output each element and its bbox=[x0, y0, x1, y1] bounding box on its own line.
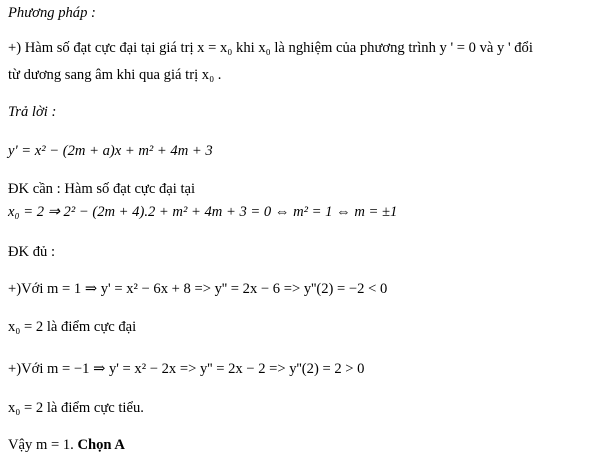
case-m-equals-1: +)Với m = 1 ⇒ y' = x² − 6x + 8 => y'' = 2x − 6 => y''(2) = −2 < 0 bbox=[8, 281, 388, 297]
necessary-condition-label: ĐK cần : Hàm số đạt cực đại tại bbox=[8, 181, 196, 197]
method-text-line-2: từ dương sang âm khi qua giá trị x₀ . bbox=[8, 67, 222, 83]
method-text-line-1: +) Hàm số đạt cực đại tại giá trị x = x₀ khi x₀ là nghiệm của phương trình y ' = 0 và y ' đổi bbox=[8, 40, 533, 56]
necessary-condition-equation: x₀ = 2 ⇒ 2² − (2m + 4).2 + m² + 4m + 3 = 0 ⇔ m² = 1 ⇔ m = ±1 bbox=[8, 204, 398, 220]
conclusion-text: Vậy m = 1. bbox=[8, 437, 78, 453]
sufficient-condition-label: ĐK đủ : bbox=[8, 244, 56, 260]
case-m-equals-minus-1-result: x₀ = 2 là điểm cực tiểu. bbox=[8, 400, 144, 416]
conclusion-choice: Chọn A bbox=[77, 437, 125, 453]
heading-answer: Trả lời : bbox=[8, 104, 57, 120]
case-m-equals-minus-1: +)Với m = −1 ⇒ y' = x² − 2x => y'' = 2x − 2 => y''(2) = 2 > 0 bbox=[8, 361, 365, 377]
case-m-equals-1-result: x₀ = 2 là điểm cực đại bbox=[8, 319, 137, 335]
conclusion bbox=[8, 436, 125, 454]
heading-method: Phương pháp : bbox=[8, 5, 96, 21]
derivative-equation: y' = x² − (2m + a)x + m² + 4m + 3 bbox=[8, 143, 213, 159]
